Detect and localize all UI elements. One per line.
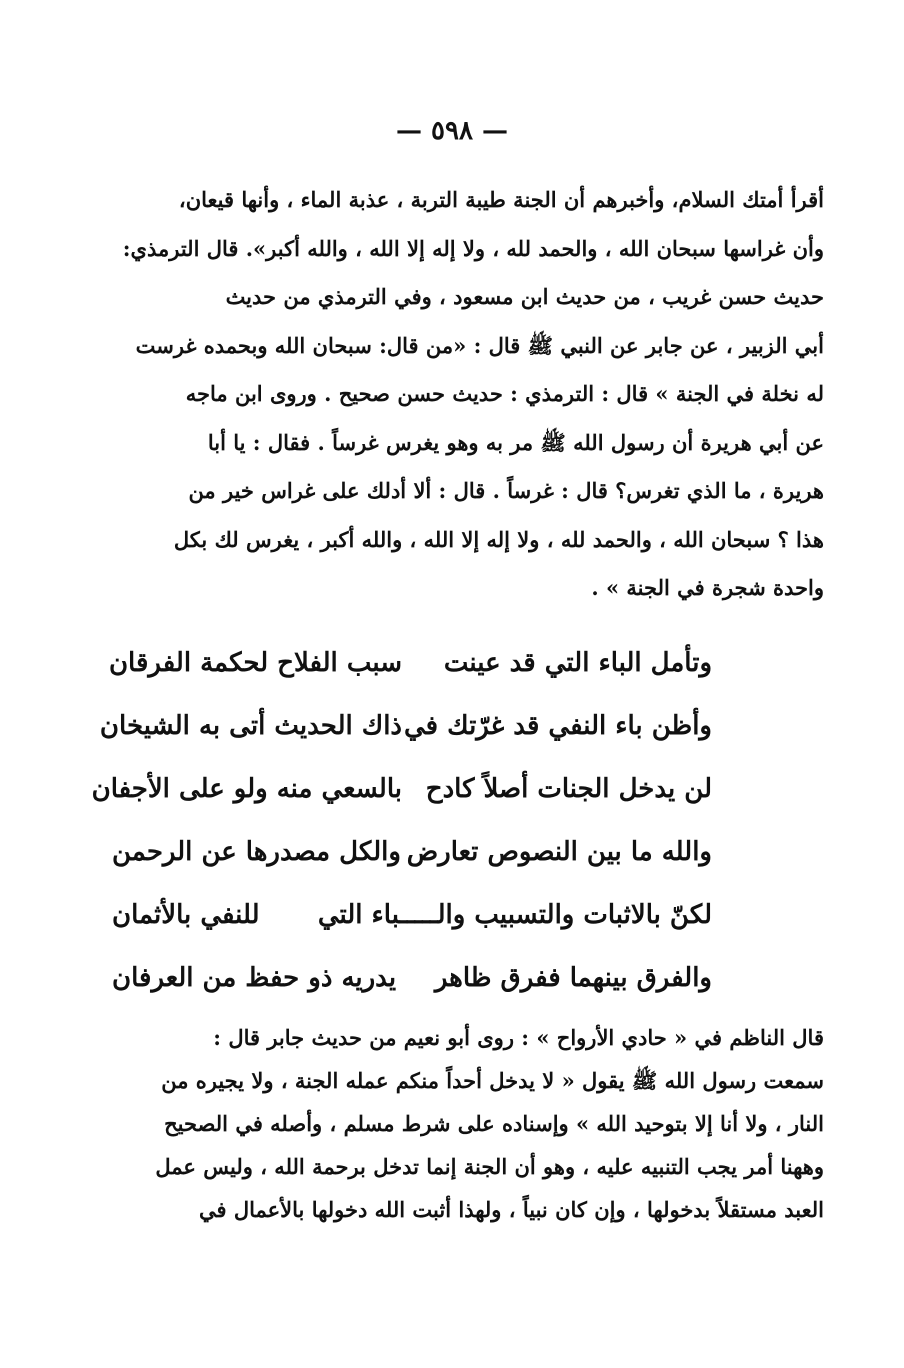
poem-verse: [112, 884, 712, 947]
text-line: وأن غراسها سبحان الله ، والحمد لله ، ولا إله إلا الله ، والله أكبر». قال الترمذي:: [122, 235, 824, 261]
text-line: هذا ؟ سبحان الله ، والحمد لله ، ولا إله إلا الله ، والله أكبر ، يغرس لك بكل: [173, 526, 824, 552]
paragraph-hadith: [100, 176, 824, 613]
verse-first-hemistich: والفرق بينهما ففرق ظاهر: [434, 963, 712, 993]
text-line: النار ، ولا أنا إلا بتوحيد الله » وإسناده على شرط مسلم ، وأصله في الصحيح: [164, 1111, 824, 1136]
verse-second-hemistich: يدريه ذو حفظ من العرفان: [112, 963, 397, 993]
text-line: له نخلة في الجنة » قال : الترمذي : حديث حسن صحيح . وروى ابن ماجه: [185, 381, 824, 406]
poem-verse: [91, 758, 712, 821]
page-number: — ٥٩٨ —: [395, 116, 509, 146]
text-line: وههنا أمر يجب التنبيه عليه ، وهو أن الجنة إنما تدخل برحمة الله ، وليس عمل: [155, 1154, 824, 1179]
poem-verse: [108, 632, 712, 695]
poem-verse: [99, 695, 712, 758]
poem-verse: [112, 947, 712, 1010]
verse-second-hemistich: والكل مصدرها عن الرحمن: [112, 837, 401, 867]
text-line: هريرة ، ما الذي تغرس؟ قال : غرساً . قال : ألا أدلك على غراس خير من: [188, 478, 824, 503]
text-line: أبي الزبير ، عن جابر عن النبي ﷺ قال : «من قال: سبحان الله وبحمده غرست: [135, 332, 824, 358]
verse-first-hemistich: والله ما بين النصوص تعارض: [406, 837, 712, 867]
text-line: سمعت رسول الله ﷺ يقول « لا يدخل أحداً منكم عمله الجنة ، ولا يجيره من: [161, 1068, 824, 1093]
verse-first-hemistich: وتأمل الباء التي قد عينت: [443, 648, 712, 678]
text-line: عن أبي هريرة أن رسول الله ﷺ مر به وهو يغرس غرساً . فقال : يا أبا: [207, 429, 824, 455]
text-line: قال الناظم في « حادي الأرواح » : روى أبو نعيم من حديث جابر قال :: [213, 1025, 824, 1050]
text-line: العبد مستقلاً بدخولها ، وإن كان نبياً ، ولهذا أثبت الله دخولها بالأعمال في: [198, 1197, 824, 1222]
verse-second-hemistich: سبب الفلاح لحكمة الفرقان: [108, 648, 402, 678]
verse-first-hemistich: لكنّ بالاثبات والتسبيب والـــــباء التي: [317, 900, 712, 930]
verse-second-hemistich: ذاك الحديث أتى به الشيخان: [99, 711, 402, 741]
text-line: أقرأ أمتك السلام، وأخبرهم أن الجنة طيبة التربة ، عذبة الماء ، وأنها قيعان،: [178, 187, 824, 212]
poem: [91, 632, 712, 1010]
text-line: واحدة شجرة في الجنة » .: [591, 575, 824, 600]
verse-first-hemistich: وأظن باء النفي قد غرّتك في: [404, 711, 712, 741]
verse-second-hemistich: للنفي بالأثمان: [112, 900, 260, 930]
text-line: حديث حسن غريب ، من حديث ابن مسعود ، وفي الترمذي من حديث: [225, 284, 824, 309]
paragraph-commentary: [100, 1016, 824, 1231]
verse-first-hemistich: لن يدخل الجنات أصلاً كادح: [425, 774, 712, 804]
verse-second-hemistich: بالسعي منه ولو على الأجفان: [91, 774, 402, 804]
poem-verse: [112, 821, 712, 884]
